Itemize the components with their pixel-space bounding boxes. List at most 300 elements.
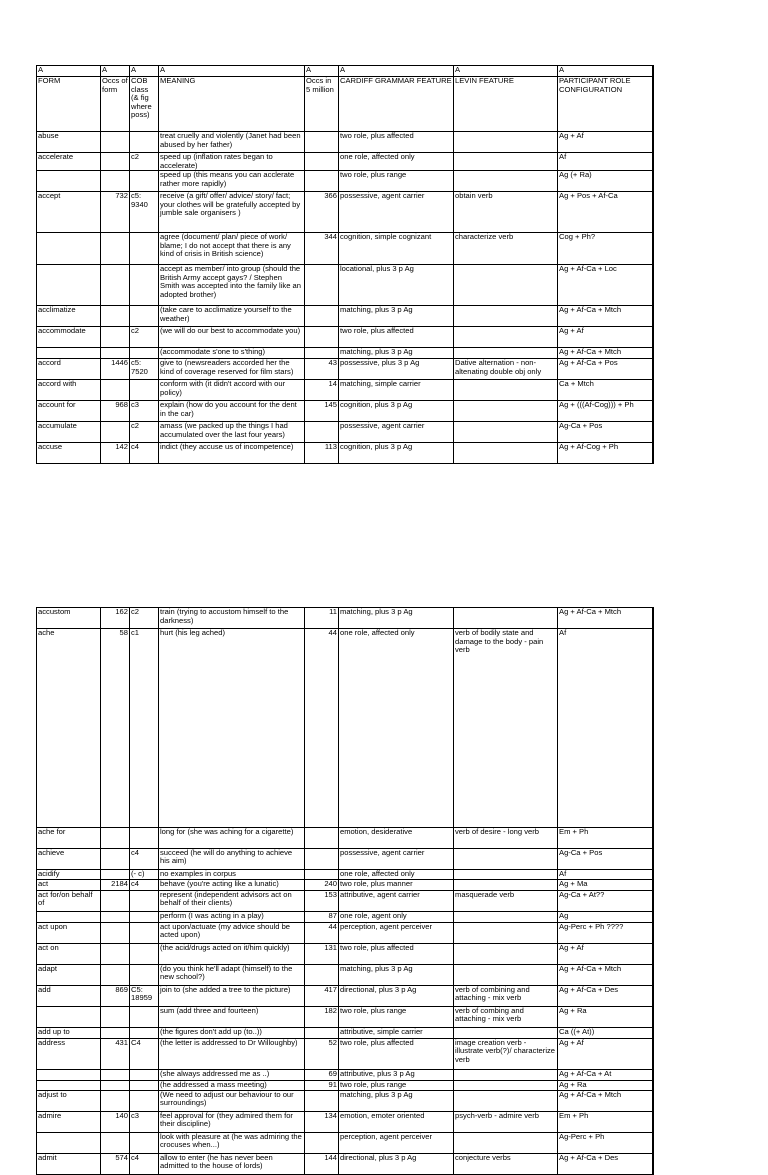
cell-cob-class: c4 bbox=[130, 848, 159, 869]
header-form: A bbox=[37, 66, 101, 77]
cell-occs-of-form bbox=[101, 964, 130, 985]
cell-meaning: receive (a gift/ offer/ advice/ story/ fact; your clothes will be gratefully accepted by jumble sale organisers ) bbox=[159, 192, 305, 233]
cell-notes bbox=[653, 359, 654, 380]
cell-notes bbox=[653, 922, 654, 943]
cell-participant-role-configuration: Cog + Ph? bbox=[558, 233, 653, 265]
cell-levin-feature bbox=[454, 171, 558, 192]
cell-cardiff-grammar-feature: two role, plus affected bbox=[339, 132, 454, 153]
cell-levin-feature bbox=[454, 132, 558, 153]
table-row bbox=[37, 629, 654, 828]
table-row bbox=[37, 327, 654, 348]
cell-cob-class: c2 bbox=[130, 608, 159, 629]
cell-meaning: (do you think he'll adapt (himself) to the new school?) bbox=[159, 964, 305, 985]
cell-levin-feature bbox=[454, 922, 558, 943]
table-row bbox=[37, 1069, 654, 1080]
cell-occs-in-5-million bbox=[305, 869, 339, 879]
cell-occs-of-form bbox=[101, 1080, 130, 1090]
cell-meaning: (the acid/drugs acted on it/him quickly) bbox=[159, 943, 305, 964]
cell-cardiff-grammar-feature: cognition, plus 3 p Ag bbox=[339, 443, 454, 464]
cell-participant-role-configuration: Ag + Af-Ca + Des bbox=[558, 1153, 653, 1174]
table-row bbox=[37, 1006, 654, 1027]
cell-form: ache for bbox=[37, 827, 101, 848]
cell-notes bbox=[653, 233, 654, 265]
table-row bbox=[37, 359, 654, 380]
cell-cardiff-grammar-feature: attributive, agent carrier bbox=[339, 890, 454, 911]
cell-occs-in-5-million: 113 bbox=[305, 443, 339, 464]
cell-cardiff-grammar-feature: one role, affected only bbox=[339, 869, 454, 879]
cell-cob-class: C4 bbox=[130, 1038, 159, 1069]
table-row bbox=[37, 265, 654, 306]
cell-occs-in-5-million: 145 bbox=[305, 401, 339, 422]
cell-levin-feature bbox=[454, 608, 558, 629]
cell-occs-of-form bbox=[101, 1132, 130, 1153]
cell-form: ache bbox=[37, 629, 101, 828]
cell-occs-in-5-million: 240 bbox=[305, 879, 339, 890]
cell-meaning: long for (she was aching for a cigarette) bbox=[159, 827, 305, 848]
cell-occs-in-5-million: 366 bbox=[305, 192, 339, 233]
cell-occs-in-5-million: 87 bbox=[305, 911, 339, 922]
cell-cob-class bbox=[130, 827, 159, 848]
cell-cardiff-grammar-feature: locational, plus 3 p Ag bbox=[339, 265, 454, 306]
cell-cob-class: c4 bbox=[130, 443, 159, 464]
cell-occs-of-form: 431 bbox=[101, 1038, 130, 1069]
cell-cardiff-grammar-feature: possessive, agent carrier bbox=[339, 422, 454, 443]
table-row bbox=[37, 401, 654, 422]
cell-levin-feature bbox=[454, 1080, 558, 1090]
cell-form bbox=[37, 233, 101, 265]
cell-levin-feature: conjecture verbs bbox=[454, 1153, 558, 1174]
cell-occs-of-form bbox=[101, 348, 130, 359]
cell-form: accumulate bbox=[37, 422, 101, 443]
cell-levin-feature bbox=[454, 943, 558, 964]
table-row bbox=[37, 1080, 654, 1090]
cell-cardiff-grammar-feature: one role, affected only bbox=[339, 153, 454, 171]
cell-participant-role-configuration: Ag + Af-Ca + Mtch bbox=[558, 608, 653, 629]
header-meaning: MEANING bbox=[159, 77, 305, 132]
cell-occs-of-form bbox=[101, 1027, 130, 1038]
table-row bbox=[37, 985, 654, 1006]
cell-participant-role-configuration: Ag + (((Af-Cog))) + Ph bbox=[558, 401, 653, 422]
cell-form bbox=[37, 265, 101, 306]
cell-meaning: (the letter is addressed to Dr Willoughby) bbox=[159, 1038, 305, 1069]
cell-form: add bbox=[37, 985, 101, 1006]
cell-meaning: treat cruelly and violently (Janet had been abused by her father) bbox=[159, 132, 305, 153]
cell-levin-feature bbox=[454, 1132, 558, 1153]
cell-occs-in-5-million: 44 bbox=[305, 922, 339, 943]
cell-participant-role-configuration: Af bbox=[558, 869, 653, 879]
cell-cardiff-grammar-feature: directional, plus 3 p Ag bbox=[339, 985, 454, 1006]
table-row bbox=[37, 306, 654, 327]
cell-cardiff-grammar-feature: matching, plus 3 p Ag bbox=[339, 1090, 454, 1111]
cell-notes bbox=[653, 401, 654, 422]
cell-cob-class bbox=[130, 890, 159, 911]
table-row bbox=[37, 1027, 654, 1038]
cell-form bbox=[37, 1080, 101, 1090]
cell-cardiff-grammar-feature: one role, affected only bbox=[339, 629, 454, 828]
cell-notes bbox=[653, 265, 654, 306]
cell-form: admit bbox=[37, 1153, 101, 1174]
header-notes bbox=[653, 77, 654, 132]
cell-occs-in-5-million bbox=[305, 1132, 339, 1153]
cell-meaning: perform (I was acting in a play) bbox=[159, 911, 305, 922]
header-levin-feature: LEVIN FEATURE bbox=[454, 77, 558, 132]
cell-occs-in-5-million bbox=[305, 171, 339, 192]
cell-occs-of-form bbox=[101, 233, 130, 265]
cell-occs-in-5-million: 52 bbox=[305, 1038, 339, 1069]
cell-meaning: look with pleasure at (he was admiring the crocuses when...) bbox=[159, 1132, 305, 1153]
cell-occs-of-form bbox=[101, 848, 130, 869]
cell-participant-role-configuration: Ag (+ Ra) bbox=[558, 171, 653, 192]
cell-participant-role-configuration: Em + Ph bbox=[558, 1111, 653, 1132]
cell-meaning: amass (we packed up the things I had accumulated over the last four years) bbox=[159, 422, 305, 443]
cell-levin-feature bbox=[454, 153, 558, 171]
table-row bbox=[37, 132, 654, 153]
cell-cob-class bbox=[130, 964, 159, 985]
cell-levin-feature bbox=[454, 265, 558, 306]
cell-meaning: behave (you're acting like a lunatic) bbox=[159, 879, 305, 890]
cell-cob-class: c3 bbox=[130, 401, 159, 422]
cell-participant-role-configuration: Ag + Af-Ca + At bbox=[558, 1069, 653, 1080]
cell-form: act upon bbox=[37, 922, 101, 943]
cell-cardiff-grammar-feature: two role, plus affected bbox=[339, 943, 454, 964]
header-participant-role-configuration: A bbox=[558, 66, 653, 77]
cell-occs-of-form: 968 bbox=[101, 401, 130, 422]
cell-occs-in-5-million bbox=[305, 132, 339, 153]
header-form: FORM bbox=[37, 77, 101, 132]
header-occs-in-5-million: A bbox=[305, 66, 339, 77]
cell-meaning: explain (how do you account for the dent in the car) bbox=[159, 401, 305, 422]
cell-cardiff-grammar-feature: emotion, emoter oriented bbox=[339, 1111, 454, 1132]
cell-levin-feature bbox=[454, 869, 558, 879]
cell-levin-feature bbox=[454, 1027, 558, 1038]
cell-occs-in-5-million bbox=[305, 1027, 339, 1038]
cell-meaning: (take care to acclimatize yourself to the weather) bbox=[159, 306, 305, 327]
cell-notes bbox=[653, 443, 654, 464]
cell-meaning: (accommodate s'one to s'thing) bbox=[159, 348, 305, 359]
cell-form: address bbox=[37, 1038, 101, 1069]
cell-participant-role-configuration: Ag + Af-Ca + Mtch bbox=[558, 1090, 653, 1111]
cell-levin-feature: Dative alternation - non-altenating double obj only bbox=[454, 359, 558, 380]
table-row bbox=[37, 171, 654, 192]
cell-occs-of-form: 1446 bbox=[101, 359, 130, 380]
cell-form: accommodate bbox=[37, 327, 101, 348]
cell-cob-class: c5: 9340 bbox=[130, 192, 159, 233]
cell-participant-role-configuration: Ag + Af-Ca + Mtch bbox=[558, 348, 653, 359]
cell-occs-in-5-million: 69 bbox=[305, 1069, 339, 1080]
cell-participant-role-configuration: Ag-Perc + Ph bbox=[558, 1132, 653, 1153]
cell-cardiff-grammar-feature: attributive, simple carrier bbox=[339, 1027, 454, 1038]
table-row bbox=[37, 1111, 654, 1132]
verb-table-section-1 bbox=[36, 65, 654, 464]
table-row bbox=[37, 348, 654, 359]
cell-form: acidify bbox=[37, 869, 101, 879]
cell-levin-feature bbox=[454, 401, 558, 422]
cell-levin-feature: verb of combining and attaching - mix verb bbox=[454, 985, 558, 1006]
cell-notes bbox=[653, 1132, 654, 1153]
cell-notes bbox=[653, 1027, 654, 1038]
cell-cob-class bbox=[130, 171, 159, 192]
cell-levin-feature bbox=[454, 327, 558, 348]
table-row bbox=[37, 922, 654, 943]
cell-participant-role-configuration: Ag + Af bbox=[558, 943, 653, 964]
cell-cardiff-grammar-feature: two role, plus affected bbox=[339, 1038, 454, 1069]
cell-cob-class bbox=[130, 348, 159, 359]
table-row bbox=[37, 192, 654, 233]
cell-participant-role-configuration: Ag-Ca + Pos bbox=[558, 848, 653, 869]
cell-notes bbox=[653, 985, 654, 1006]
cell-cob-class bbox=[130, 943, 159, 964]
cell-levin-feature: psych-verb - admire verb bbox=[454, 1111, 558, 1132]
cell-levin-feature: masquerade verb bbox=[454, 890, 558, 911]
cell-occs-in-5-million: 44 bbox=[305, 629, 339, 828]
cell-occs-of-form: 140 bbox=[101, 1111, 130, 1132]
cell-occs-of-form bbox=[101, 171, 130, 192]
cell-notes bbox=[653, 306, 654, 327]
cell-form: accustom bbox=[37, 608, 101, 629]
cell-occs-of-form: 574 bbox=[101, 1153, 130, 1174]
cell-form: accord bbox=[37, 359, 101, 380]
cell-form: adapt bbox=[37, 964, 101, 985]
cell-occs-in-5-million bbox=[305, 327, 339, 348]
header-occs-in-5-million: Occs in 5 million bbox=[305, 77, 339, 132]
cell-occs-of-form bbox=[101, 132, 130, 153]
cell-levin-feature bbox=[454, 911, 558, 922]
cell-levin-feature: image creation verb - illustrate verb(?)/ characterize verb bbox=[454, 1038, 558, 1069]
table-row bbox=[37, 608, 654, 629]
cell-meaning: join to (she added a tree to the picture) bbox=[159, 985, 305, 1006]
cell-occs-in-5-million: 131 bbox=[305, 943, 339, 964]
header-meaning: A bbox=[159, 66, 305, 77]
cell-occs-in-5-million bbox=[305, 827, 339, 848]
table-row bbox=[37, 233, 654, 265]
cell-meaning: (he addressed a mass meeting) bbox=[159, 1080, 305, 1090]
cell-notes bbox=[653, 890, 654, 911]
cell-notes bbox=[653, 327, 654, 348]
cell-notes bbox=[653, 943, 654, 964]
cell-cardiff-grammar-feature: two role, plus manner bbox=[339, 879, 454, 890]
cell-cardiff-grammar-feature: perception, agent perceiver bbox=[339, 922, 454, 943]
table-row bbox=[37, 827, 654, 848]
cell-occs-of-form bbox=[101, 306, 130, 327]
cell-form: abuse bbox=[37, 132, 101, 153]
cell-cardiff-grammar-feature: matching, plus 3 p Ag bbox=[339, 964, 454, 985]
cell-participant-role-configuration: Ag + Af bbox=[558, 327, 653, 348]
cell-occs-of-form bbox=[101, 922, 130, 943]
cell-notes bbox=[653, 1080, 654, 1090]
cell-occs-in-5-million: 91 bbox=[305, 1080, 339, 1090]
cell-occs-in-5-million bbox=[305, 1090, 339, 1111]
cell-form: accept bbox=[37, 192, 101, 233]
cell-cob-class: c3 bbox=[130, 1111, 159, 1132]
cell-participant-role-configuration: Ag + Af-Ca + Des bbox=[558, 985, 653, 1006]
cell-occs-in-5-million: 153 bbox=[305, 890, 339, 911]
cell-cob-class: c4 bbox=[130, 879, 159, 890]
cell-form bbox=[37, 348, 101, 359]
cell-occs-of-form bbox=[101, 380, 130, 401]
cell-occs-of-form bbox=[101, 153, 130, 171]
cell-occs-of-form bbox=[101, 911, 130, 922]
cell-participant-role-configuration: Ag + Af-Ca + Mtch bbox=[558, 306, 653, 327]
cell-form: acclimatize bbox=[37, 306, 101, 327]
cell-occs-in-5-million: 144 bbox=[305, 1153, 339, 1174]
cell-meaning: allow to enter (he has never been admitted to the house of lords) bbox=[159, 1153, 305, 1174]
cell-form bbox=[37, 1069, 101, 1080]
cell-cardiff-grammar-feature: two role, plus range bbox=[339, 1080, 454, 1090]
cell-notes bbox=[653, 422, 654, 443]
cell-occs-of-form bbox=[101, 1006, 130, 1027]
cell-notes bbox=[653, 629, 654, 828]
cell-form: adjust to bbox=[37, 1090, 101, 1111]
cell-form bbox=[37, 911, 101, 922]
cell-cob-class bbox=[130, 306, 159, 327]
cell-cob-class: c2 bbox=[130, 153, 159, 171]
cell-occs-in-5-million: 134 bbox=[305, 1111, 339, 1132]
cell-notes bbox=[653, 848, 654, 869]
cell-notes bbox=[653, 1111, 654, 1132]
cell-meaning: train (trying to accustom himself to the darkness) bbox=[159, 608, 305, 629]
cell-cob-class bbox=[130, 1027, 159, 1038]
verb-table-section-2 bbox=[36, 607, 654, 1175]
cell-levin-feature bbox=[454, 348, 558, 359]
cell-notes bbox=[653, 192, 654, 233]
cell-form: accelerate bbox=[37, 153, 101, 171]
cell-meaning: (the figures don't add up (to..)) bbox=[159, 1027, 305, 1038]
header-notes bbox=[653, 66, 654, 77]
cell-occs-of-form: 142 bbox=[101, 443, 130, 464]
cell-cardiff-grammar-feature: possessive, agent carrier bbox=[339, 192, 454, 233]
cell-notes bbox=[653, 153, 654, 171]
cell-cob-class bbox=[130, 380, 159, 401]
cell-occs-in-5-million: 182 bbox=[305, 1006, 339, 1027]
cell-occs-in-5-million: 43 bbox=[305, 359, 339, 380]
cell-notes bbox=[653, 380, 654, 401]
cell-occs-in-5-million bbox=[305, 848, 339, 869]
cell-participant-role-configuration: Ca ((+ At)) bbox=[558, 1027, 653, 1038]
cell-levin-feature bbox=[454, 422, 558, 443]
cell-occs-of-form bbox=[101, 327, 130, 348]
cell-levin-feature: verb of combing and attaching - mix verb bbox=[454, 1006, 558, 1027]
cell-cob-class: C5: 18959 bbox=[130, 985, 159, 1006]
header-occs-of-form: Occs of form bbox=[101, 77, 130, 132]
cell-meaning: feel approval for (they admired them for their discipline) bbox=[159, 1111, 305, 1132]
cell-occs-of-form bbox=[101, 943, 130, 964]
cell-form: accuse bbox=[37, 443, 101, 464]
cell-notes bbox=[653, 1006, 654, 1027]
cell-participant-role-configuration: Ag + Pos + Af-Ca bbox=[558, 192, 653, 233]
table-row bbox=[37, 1153, 654, 1174]
cell-cardiff-grammar-feature: directional, plus 3 p Ag bbox=[339, 1153, 454, 1174]
cell-cardiff-grammar-feature: two role, plus range bbox=[339, 171, 454, 192]
cell-meaning: give to (newsreaders accorded her the kind of coverage reserved for film stars) bbox=[159, 359, 305, 380]
cell-occs-in-5-million bbox=[305, 422, 339, 443]
cell-participant-role-configuration: Af bbox=[558, 153, 653, 171]
cell-levin-feature: verb of desire - long verb bbox=[454, 827, 558, 848]
table-row bbox=[37, 153, 654, 171]
cell-cob-class bbox=[130, 132, 159, 153]
cell-meaning: accept as member/ into group (should the British Army accept gays? / Stephen Smith was accepted into the family like an adopted brother) bbox=[159, 265, 305, 306]
cell-participant-role-configuration: Ag + Af-Ca + Loc bbox=[558, 265, 653, 306]
header-cob-class: COB class (& fig where poss) bbox=[130, 77, 159, 132]
cell-participant-role-configuration: Ag + Af-Cog + Ph bbox=[558, 443, 653, 464]
cell-occs-of-form: 732 bbox=[101, 192, 130, 233]
cell-meaning: indict (they accuse us of incompetence) bbox=[159, 443, 305, 464]
cell-occs-of-form bbox=[101, 827, 130, 848]
cell-cob-class bbox=[130, 1080, 159, 1090]
cell-cardiff-grammar-feature: two role, plus affected bbox=[339, 327, 454, 348]
cell-meaning: no examples in corpus bbox=[159, 869, 305, 879]
cell-meaning: hurt (his leg ached) bbox=[159, 629, 305, 828]
table-row bbox=[37, 848, 654, 869]
cell-cob-class: c4 bbox=[130, 1153, 159, 1174]
cell-notes bbox=[653, 1038, 654, 1069]
cell-cob-class bbox=[130, 1069, 159, 1080]
cell-cardiff-grammar-feature: matching, simple carrier bbox=[339, 380, 454, 401]
cell-meaning: (she always addressed me as ..) bbox=[159, 1069, 305, 1080]
cell-occs-of-form bbox=[101, 422, 130, 443]
cell-cob-class: c2 bbox=[130, 422, 159, 443]
cell-cob-class: c5: 7520 bbox=[130, 359, 159, 380]
cell-cob-class: c2 bbox=[130, 327, 159, 348]
cell-participant-role-configuration: Em + Ph bbox=[558, 827, 653, 848]
cell-participant-role-configuration: Ag + Ra bbox=[558, 1080, 653, 1090]
header-cardiff-grammar-feature: A bbox=[339, 66, 454, 77]
cell-notes bbox=[653, 171, 654, 192]
cell-form bbox=[37, 1132, 101, 1153]
cell-notes bbox=[653, 869, 654, 879]
header-cardiff-grammar-feature: CARDIFF GRAMMAR FEATURE bbox=[339, 77, 454, 132]
table-row bbox=[37, 1132, 654, 1153]
cell-occs-of-form: 162 bbox=[101, 608, 130, 629]
table-row bbox=[37, 943, 654, 964]
table-row bbox=[37, 1090, 654, 1111]
cell-occs-in-5-million: 417 bbox=[305, 985, 339, 1006]
cell-cardiff-grammar-feature: cognition, plus 3 p Ag bbox=[339, 401, 454, 422]
header-row-a bbox=[37, 66, 654, 77]
header-participant-role-configuration: PARTICIPANT ROLE CONFIGURATION bbox=[558, 77, 653, 132]
cell-participant-role-configuration: Ag + Af bbox=[558, 132, 653, 153]
cell-cob-class bbox=[130, 1090, 159, 1111]
table-row bbox=[37, 443, 654, 464]
cell-notes bbox=[653, 132, 654, 153]
cell-cardiff-grammar-feature: one role, agent only bbox=[339, 911, 454, 922]
cell-notes bbox=[653, 1090, 654, 1111]
table-row bbox=[37, 964, 654, 985]
cell-cob-class: c1 bbox=[130, 629, 159, 828]
cell-cob-class bbox=[130, 922, 159, 943]
cell-meaning: sum (add three and fourteen) bbox=[159, 1006, 305, 1027]
cell-cardiff-grammar-feature: matching, plus 3 p Ag bbox=[339, 348, 454, 359]
cell-occs-in-5-million bbox=[305, 306, 339, 327]
cell-occs-of-form: 58 bbox=[101, 629, 130, 828]
header-row-b bbox=[37, 77, 654, 132]
cell-levin-feature bbox=[454, 848, 558, 869]
cell-form: admire bbox=[37, 1111, 101, 1132]
cell-levin-feature bbox=[454, 306, 558, 327]
header-occs-of-form: A bbox=[101, 66, 130, 77]
cell-cardiff-grammar-feature: two role, plus range bbox=[339, 1006, 454, 1027]
cell-participant-role-configuration: Ag-Perc + Ph ???? bbox=[558, 922, 653, 943]
cell-form: act on bbox=[37, 943, 101, 964]
cell-cardiff-grammar-feature: matching, plus 3 p Ag bbox=[339, 306, 454, 327]
header-cob-class: A bbox=[130, 66, 159, 77]
cell-meaning: (we will do our best to accommodate you) bbox=[159, 327, 305, 348]
cell-cob-class bbox=[130, 1132, 159, 1153]
cell-meaning: act upon/actuate (my advice should be acted upon) bbox=[159, 922, 305, 943]
cell-cardiff-grammar-feature: perception, agent perceiver bbox=[339, 1132, 454, 1153]
cell-occs-in-5-million bbox=[305, 265, 339, 306]
cell-cob-class bbox=[130, 1006, 159, 1027]
cell-cob-class bbox=[130, 911, 159, 922]
